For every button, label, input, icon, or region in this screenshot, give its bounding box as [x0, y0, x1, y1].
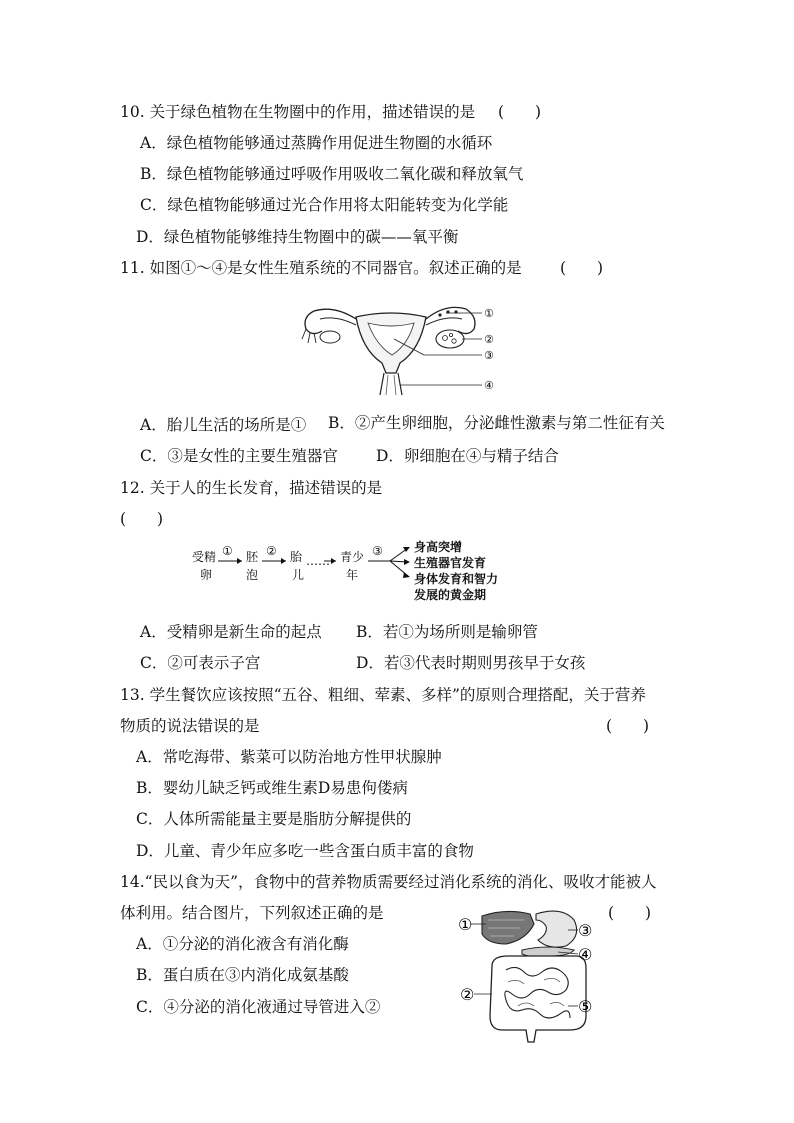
- q12-option-d: D．若③代表时期则男孩早于女孩: [356, 654, 586, 672]
- q10-option-a: A．绿色植物能够通过蒸腾作用促进生物圈的水循环: [140, 134, 493, 152]
- outcome-golden-period-line2: 发展的黄金期: [414, 588, 487, 602]
- q11-option-d: D．卵细胞在④与精子结合: [376, 447, 559, 465]
- growth-development-diagram: [186, 537, 526, 609]
- outcome-reproductive-organs: 生殖器官发育: [414, 556, 487, 570]
- q12-answer-paren: ( ): [120, 510, 164, 528]
- q13-option-b: B．婴幼儿缺乏钙或维生素D易患佝偻病: [136, 779, 408, 797]
- q10-option-d: D．绿色植物能够维持生物圈中的碳——氧平衡: [136, 228, 459, 246]
- stage-fetus-line1: 胎: [290, 550, 303, 564]
- q11-answer-paren: ( ): [560, 259, 604, 277]
- stage-adolescent-line1: 青少: [340, 550, 365, 564]
- stage-blastocyst-line1: 胚: [246, 550, 259, 564]
- q11-option-c: C．③是女性的主要生殖器官: [140, 447, 338, 465]
- q13-stem-line2: 物质的说法错误的是: [120, 717, 260, 735]
- outcome-golden-period-line1: 身体发育和智力: [414, 572, 499, 586]
- female-reproductive-system-figure: [296, 295, 506, 400]
- q12-stem: 12. 关于人的生长发育，描述错误的是: [120, 479, 383, 497]
- q11-option-b: B．②产生卵细胞，分泌雌性激素与第二性征有关: [328, 414, 665, 432]
- q10-option-c: C．绿色植物能够通过光合作用将太阳能转变为化学能: [140, 196, 509, 214]
- arrow-label-dots: ……: [306, 554, 330, 568]
- q14-figure-label-4: ④: [578, 945, 593, 964]
- q11-figure-label-3: ③: [484, 349, 494, 362]
- q13-answer-paren: ( ): [606, 717, 650, 735]
- q13-option-c: C．人体所需能量主要是脂肪分解提供的: [136, 810, 412, 828]
- q14-figure-label-1: ①: [458, 915, 473, 934]
- q11-figure-label-4: ④: [484, 379, 494, 392]
- q13-stem-line1: 13. 学生餐饮应该按照“五谷、粗细、荤素、多样”的原则合理搭配，关于营养: [120, 686, 646, 704]
- q14-stem-line2: 体利用。结合图片，下列叙述正确的是: [120, 904, 384, 922]
- q11-figure-label-1: ①: [484, 307, 494, 320]
- q11-option-a: A．胎儿生活的场所是①: [140, 416, 307, 434]
- q14-option-c: C．④分泌的消化液通过导管进入②: [136, 998, 381, 1016]
- q11-stem: 11. 如图①～④是女性生殖系统的不同器官。叙述正确的是: [120, 259, 522, 277]
- q14-figure-label-5: ⑤: [578, 997, 593, 1016]
- q13-option-a: A．常吃海带、紫菜可以防治地方性甲状腺肿: [136, 748, 442, 766]
- q14-answer-paren: ( ): [608, 904, 652, 922]
- stage-blastocyst-line2: 泡: [246, 568, 259, 582]
- q11-figure-label-2: ②: [484, 333, 494, 346]
- stage-fertilized-egg-line2: 卵: [200, 568, 213, 582]
- arrow-label-3: ③: [372, 544, 383, 558]
- digestive-system-figure: [458, 906, 608, 1046]
- q14-figure-label-3: ③: [578, 921, 593, 940]
- q12-option-b: B．若①为场所则是输卵管: [356, 623, 538, 641]
- q14-stem-line1: 14.“民以食为天”，食物中的营养物质需要经过消化系统的消化、吸收才能被人: [120, 873, 657, 891]
- arrow-label-2: ②: [266, 544, 277, 558]
- q14-figure-label-2: ②: [460, 985, 475, 1004]
- q10-option-b: B．绿色植物能够通过呼吸作用吸收二氧化碳和释放氧气: [140, 165, 524, 183]
- arrow-label-1: ①: [222, 544, 233, 558]
- q10-answer-paren: ( ): [498, 103, 542, 121]
- q14-option-a: A．①分泌的消化液含有消化酶: [136, 935, 349, 953]
- q10-stem: 10. 关于绿色植物在生物圈中的作用，描述错误的是: [120, 103, 476, 121]
- outcome-height-surge: 身高突增: [414, 540, 463, 554]
- q14-option-b: B．蛋白质在③内消化成氨基酸: [136, 966, 349, 984]
- q12-option-c: C．②可表示子宫: [140, 654, 261, 672]
- stage-fertilized-egg-line1: 受精: [192, 550, 217, 564]
- q12-option-a: A．受精卵是新生命的起点: [140, 623, 322, 641]
- q13-option-d: D．儿童、青少年应多吃一些含蛋白质丰富的食物: [136, 842, 474, 860]
- stage-adolescent-line2: 年: [346, 568, 359, 582]
- stage-fetus-line2: 儿: [292, 568, 305, 582]
